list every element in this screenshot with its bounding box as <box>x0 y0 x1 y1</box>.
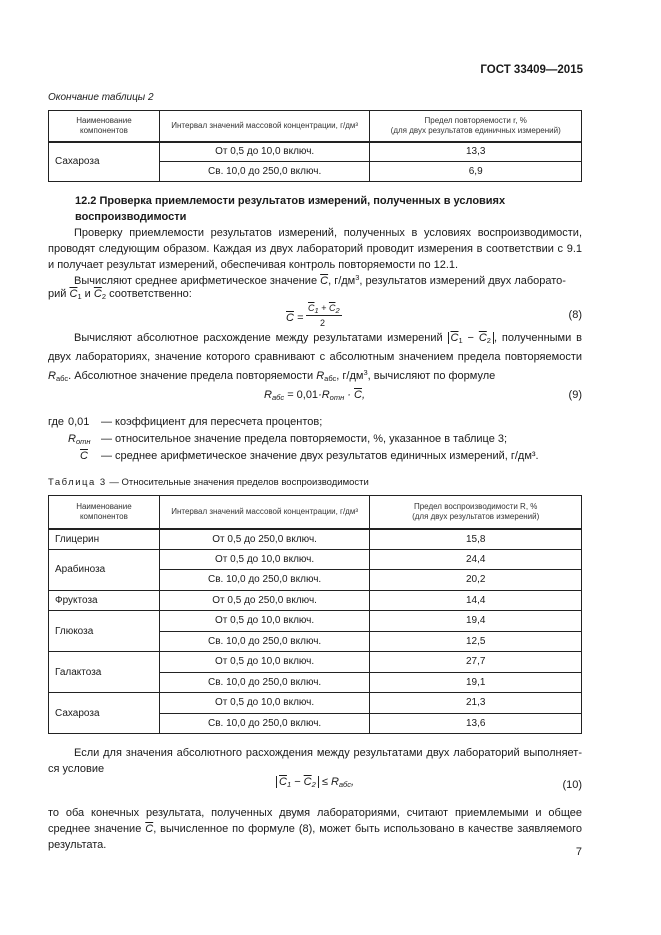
table3 <box>48 495 582 734</box>
t2-component: Сахароза <box>49 142 160 182</box>
t3-interval: От 0,5 до 10,0 включ. <box>159 611 370 632</box>
t3-value: 20,2 <box>370 570 582 591</box>
t3-value: 24,4 <box>370 549 582 570</box>
section-title: 12.2 Проверка приемлемости результатов измерений, полученных в условиях воспроизводимости <box>75 195 506 223</box>
table3-caption: Таблица 3 — Относительные значения пределов воспроизводимости <box>48 477 369 488</box>
t3-interval: От 0,5 до 250,0 включ. <box>159 590 370 611</box>
t3-header-interval: Интервал значений массовой концентрации, г/дм³ <box>159 496 370 529</box>
table-row <box>49 652 582 673</box>
t3-value: 15,8 <box>370 529 582 550</box>
paragraph-mean-cont: рий $\overline{C}_1$ и $\overline{C}_2$ соответственно: <box>48 288 192 301</box>
t3-interval: Св. 10,0 до 250,0 включ. <box>159 631 370 652</box>
table-row <box>49 590 582 611</box>
t3-value: 21,3 <box>370 693 582 714</box>
paragraph-procedure: Проверку приемлемости результатов измерений, полученных в условиях воспроизводимости, проводят следующим образом. Каждая из двух лабораторий проводит измерения в соответствии с 9.1 и получает результат измерений, обеспечивая контроль повторяемости по 12.1. <box>48 227 582 271</box>
t3-interval: Св. 10,0 до 250,0 включ. <box>159 672 370 693</box>
t3-component: Фруктоза <box>49 590 160 611</box>
t2-value: 13,3 <box>370 142 582 162</box>
t3-interval: Св. 10,0 до 250,0 включ. <box>159 570 370 591</box>
table-row <box>49 693 582 714</box>
t3-value: 12,5 <box>370 631 582 652</box>
t3-value: 14,4 <box>370 590 582 611</box>
t3-interval: От 0,5 до 10,0 включ. <box>159 693 370 714</box>
table-row <box>49 549 582 570</box>
paragraph-difference: Вычисляют абсолютное расхождение между результатами измерений $\overline{C}_1 - \overline{C}_2$ , полученными в двух лабораториях, значение которого сравнивают с абсолютным значением предела повторяемости $R_{абс}$. Абсолютное значение предела повторяемости $R_{абс}$, $г/дм^3$, вычисляют по формуле <box>48 332 582 383</box>
t3-interval: От 0,5 до 10,0 включ. <box>159 652 370 673</box>
t3-value: 19,1 <box>370 672 582 693</box>
t3-component: Глюкоза <box>49 611 160 652</box>
paragraph-condition: Если для значения абсолютного расхождения между результатами двух лабораторий выполняет-ся условие <box>48 747 582 775</box>
formula-9-number: (9) <box>568 389 582 401</box>
t3-interval: Св. 10,0 до 250,0 включ. <box>159 713 370 734</box>
page-number: 7 <box>575 846 582 858</box>
t2-interval: Св. 10,0 до 250,0 включ. <box>159 162 370 182</box>
formula-8-number: (8) <box>568 309 582 321</box>
t3-value: 27,7 <box>370 652 582 673</box>
t3-interval: От 0,5 до 10,0 включ. <box>159 549 370 570</box>
table-row <box>49 529 582 550</box>
t3-value: 19,4 <box>370 611 582 632</box>
where-list: где 0,01 — коэффициент для пересчета процентов; $R_{отн}$ — относительное значение предела повторяемости, %, указанное в таблице 3; $\overline{C}$ — среднее арифметическое значение двух результатов единичных измерений, г/дм³. <box>48 416 539 462</box>
t2-value: 6,9 <box>370 162 582 182</box>
document-id: ГОСТ 33409—2015 <box>480 64 583 76</box>
t3-component: Сахароза <box>49 693 160 734</box>
t2-header-limit: Предел повторяемости r, % (для двух результатов единичных измерений) <box>370 111 582 142</box>
t3-header-component: Наименование компонентов <box>49 496 160 529</box>
table-row <box>49 611 582 632</box>
t3-interval: От 0,5 до 250,0 включ. <box>159 529 370 550</box>
t3-component: Галактоза <box>49 652 160 693</box>
formula-10-number: (10) <box>562 779 582 791</box>
formula-10: $\overline{C}_1 - \overline{C}_2 \le R_{абс}$, <box>276 776 354 789</box>
t3-component: Арабиноза <box>49 549 160 590</box>
table2 <box>48 110 582 182</box>
paragraph-mean: Вычисляют среднее арифметическое значение $\overline{C}$, $г/дм^3$, результатов измерений двух лаборато- <box>74 273 566 287</box>
t3-value: 13,6 <box>370 713 582 734</box>
t3-component: Глицерин <box>49 529 160 550</box>
t2-interval: От 0,5 до 10,0 включ. <box>159 142 370 162</box>
t2-header-interval: Интервал значений массовой концентрации, г/дм³ <box>159 111 370 142</box>
paragraph-conclusion: то оба конечных результата, полученных двумя лабораториями, считают приемлемыми и общее среднее значение $\overline{C}$, вычисленное по формуле (8), может быть использовано в качестве заявляемого результата. <box>48 807 582 851</box>
t2-header-component: Наименование компонентов <box>49 111 160 142</box>
t3-header-limit: Предел воспроизводимости R, % (для двух результатов измерений) <box>370 496 582 529</box>
formula-9: $R_{абс} = 0,01\cdot R_{отн} \cdot \overline{C}$, <box>264 389 366 402</box>
table2-caption: Окончание таблицы 2 <box>48 92 154 103</box>
